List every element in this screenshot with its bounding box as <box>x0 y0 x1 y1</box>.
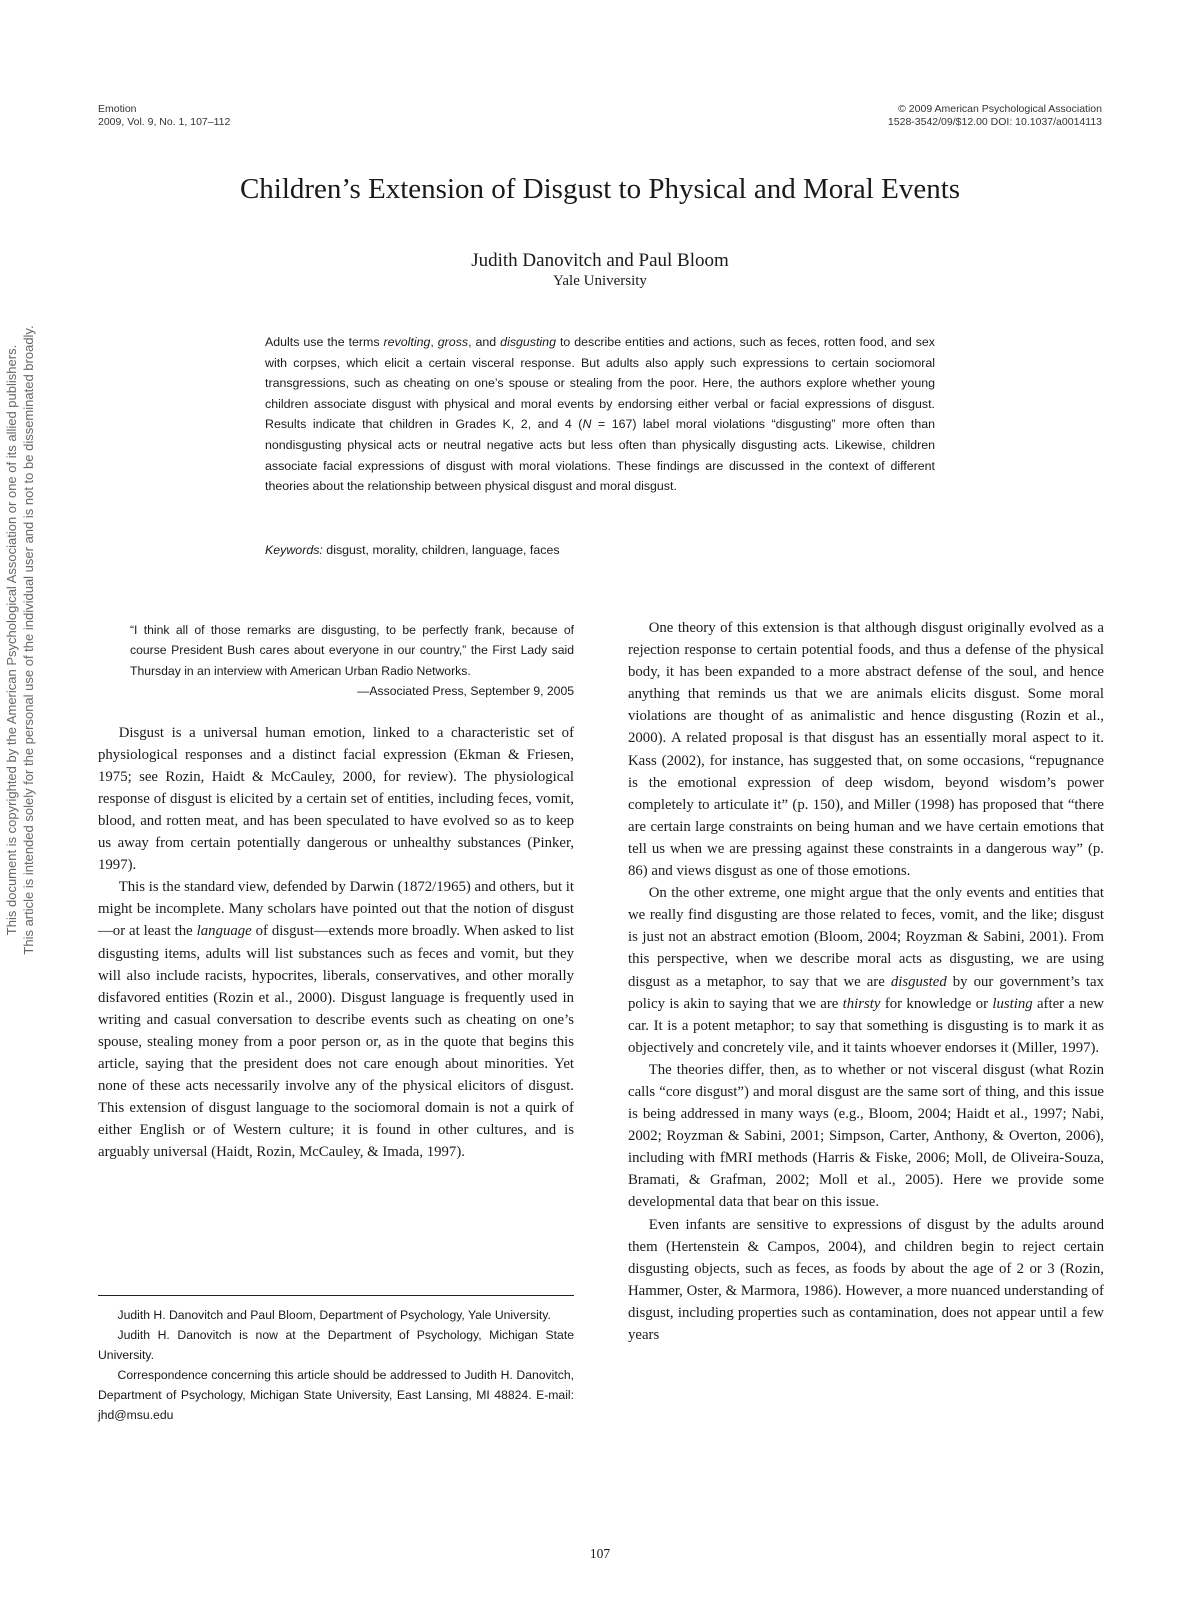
left-column <box>98 620 574 1164</box>
paragraph: On the other extreme, one might argue that the only events and entities that we really find disgusting are those related to feces, vomit, and the like; disgust is just not an abstract emotion (Bloom, 2004; Royzman & Sabini, 2001). From this perspective, when we describe moral acts as disgusting, we are using disgust as a metaphor, to say that we are disgusted by our government’s tax policy is akin to saying that we are thirsty for knowledge or lusting after a new car. It is a potent metaphor; to say that something is disgusting is to mark it as objectively and concretely vile, and it taints whoever endorses it (Miller, 1997). <box>628 885 1104 1056</box>
author-affiliation: Yale University <box>553 273 647 289</box>
keywords-label: Keywords: <box>265 543 323 557</box>
keywords <box>265 541 935 559</box>
journal-name: Emotion <box>98 103 137 115</box>
abstract: Adults use the terms revolting, gross, and disgusting to describe entities and actions, such as feces, rotten food, and sex with corpses, which elicit a certain visceral response. But adults also apply such expressions to certain sociomoral transgressions, such as cheating on one’s spouse or stealing from the poor. Here, the authors explore whether young children associate disgust with physical and moral events by endorsing either verbal or facial expressions of disgust. Results indicate that children in Grades K, 2, and 4 (N = 167) label moral violations “disgusting” more often than nondisgusting physical acts or neutral negative acts but less often than physically disgusting acts. Likewise, children associate facial expressions of disgust with moral violations. These findings are discussed in the context of different theories about the relationship between physical disgust and moral disgust. <box>265 335 935 494</box>
footnote: Correspondence concerning this article should be addressed to Judith H. Danovitch, Department of Psychology, Michigan State University, East Lansing, MI 48824. E-mail: jhd@msu.edu <box>98 1368 574 1422</box>
side-notice-line-2: This article is intended solely for the personal use of the individual user and is not to be disseminated broadly. <box>21 325 36 955</box>
paragraph: Disgust is a universal human emotion, linked to a characteristic set of physiological responses and a distinct facial expression (Ekman & Friesen, 1975; see Rozin, Haidt & McCauley, 2000, for review). The physiological response of disgust is elicited by a certain set of entities, including feces, vomit, blood, and rotten meat, and has been speculated to have evolved so as to keep us away from certain potentially dangerous or unhealthy substances (Pinker, 1997). <box>98 724 574 874</box>
page-number: 107 <box>589 1546 611 1561</box>
journal-header <box>98 103 230 129</box>
article-title: Children’s Extension of Disgust to Physical and Moral Events <box>239 173 961 205</box>
footnote: Judith H. Danovitch and Paul Bloom, Department of Psychology, Yale University. <box>117 1308 551 1322</box>
paragraph: The theories differ, then, as to whether or not visceral disgust (what Rozin calls “core disgust”) and moral disgust are the same sort of thing, and this issue is being addressed in many ways (e.g., Bloom, 2004; Haidt et al., 1997; Nabi, 2002; Royzman & Sabini, 2001; Simpson, Carter, Anthony, & Overton, 2006), including with fMRI methods (Harris & Fiske, 2006; Moll, de Oliveira-Souza, Bramati, & Grafman, 2002; Moll et al., 2005). Here we provide some developmental data that bear on this issue. <box>628 1061 1104 1211</box>
epigraph <box>130 620 574 702</box>
author-footnotes <box>98 1305 574 1425</box>
right-column <box>628 617 1104 1346</box>
article-authors: Judith Danovitch and Paul Bloom <box>471 250 729 271</box>
footnote-divider <box>98 1295 574 1296</box>
copyright-header <box>888 103 1102 129</box>
copyright-line: © 2009 American Psychological Association <box>898 103 1102 115</box>
paragraph: This is the standard view, defended by Darwin (1872/1965) and others, but it might be incomplete. Many scholars have pointed out that the notion of disgust—or at least the language of disgust—extends more broadly. When asked to list disgusting items, adults will list substances such as feces and vomit, but they will also include racists, hypocrites, liberals, conservatives, and other morally disfavored entities (Rozin et al., 2000). Disgust language is frequently used in writing and casual conversation to describe events such as cheating on one’s spouse, stealing money from a poor person or, as in the quote that begins this article, saying that the president does not care enough about minorities. Yet none of these acts necessarily involve any of the physical elicitors of disgust. This extension of disgust language to the sociomoral domain is not a quirk of either English or of Western culture; it is found in other cultures, and is arguably universal (Haidt, Rozin, McCauley, & Imada, 1997). <box>98 879 574 1161</box>
epigraph-quote: “I think all of those remarks are disgusting, to be perfectly frank, because of course President Bush cares about everyone in our country,” the First Lady said Thursday in an interview with American Urban Radio Networks. <box>130 623 574 678</box>
copyright-side-notice <box>3 140 37 1140</box>
issn-doi-line: 1528-3542/09/$12.00 DOI: 10.1037/a0014113 <box>887 116 1102 128</box>
side-notice-line-1: This document is copyrighted by the American Psychological Association or one of its allied publishers. <box>4 344 19 936</box>
paragraph: Even infants are sensitive to expressions of disgust by the adults around them (Hertenstein & Campos, 2004), and children begin to reject certain disgusting objects, such as feces, as foods by about the age of 2 or 3 (Rozin, Hammer, Oster, & Marmora, 1986). However, a more nuanced understanding of disgust, including properties such as contamination, does not appear until a few years <box>628 1216 1104 1343</box>
keywords-list: disgust, morality, children, language, faces <box>322 543 560 557</box>
epigraph-source: —Associated Press, September 9, 2005 <box>357 684 574 699</box>
paragraph: One theory of this extension is that although disgust originally evolved as a rejection response to certain potential foods, and thus a defense of the physical body, it has been expanded to a more abstract defense of the soul, and hence anything that reminds us that we are animals elicits disgust. Some moral violations are thought of as animalistic and hence disgusting (Rozin et al., 2000). A related proposal is that disgust has an essentially moral aspect to it. Kass (2002), for instance, has suggested that, on some occasions, “repugnance is the emotional expression of deep wisdom, beyond wisdom’s power completely to articulate it” (p. 150), and Miller (1998) has proposed that “there are certain large constraints on being human and we have certain emotions that tell us when we are pressing against these constraints in a dangerous way” (p. 86) and views disgust as one of those emotions. <box>628 620 1104 880</box>
footnote: Judith H. Danovitch is now at the Department of Psychology, Michigan State University. <box>98 1328 574 1362</box>
journal-volume: 2009, Vol. 9, No. 1, 107–112 <box>98 116 231 128</box>
